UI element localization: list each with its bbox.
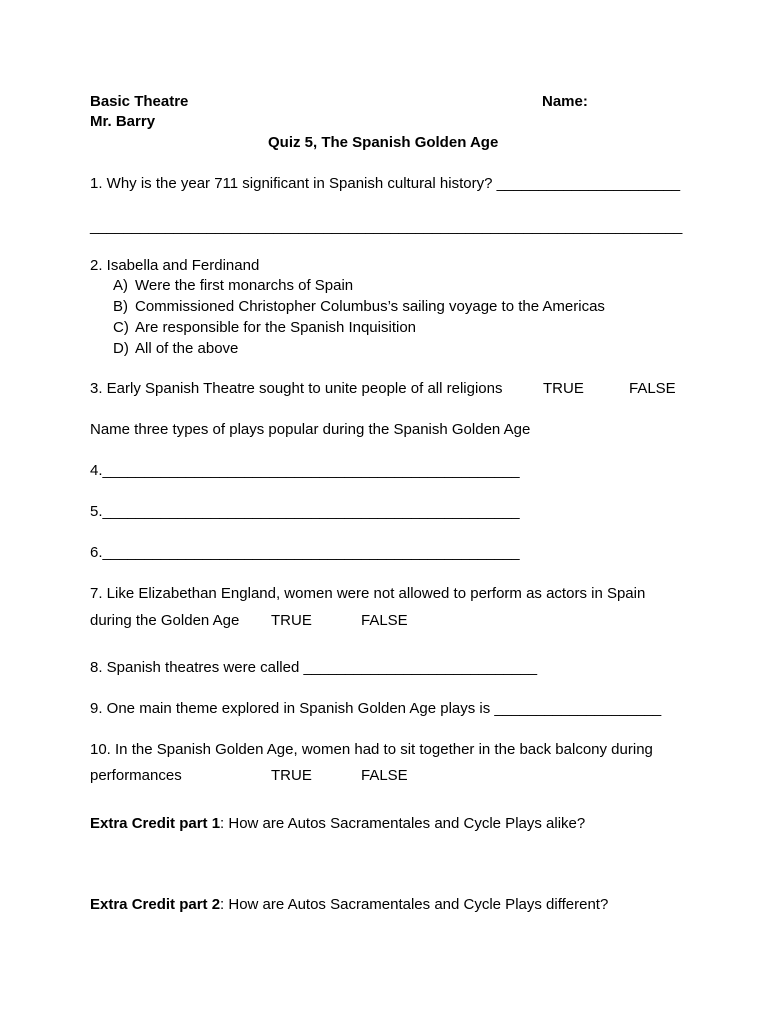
false-option: FALSE [361,767,408,784]
question-8: 8. Spanish theatres were called ____________________________ [90,659,538,676]
question-10: 10. In the Spanish Golden Age, women had to sit together in the back balcony during [90,741,653,758]
choice-a [113,277,353,295]
choice-text: All of the above [135,340,239,357]
true-option: TRUE [543,380,584,397]
choice-letter: C) [113,319,129,336]
question-6: 6.__________________________________________________ [90,544,520,561]
choice-letter: A) [113,277,128,294]
extra-credit-1-text: : How are Autos Sacramentales and Cycle Plays alike? [220,815,586,832]
question-3: 3. Early Spanish Theatre sought to unite people of all religions [90,380,503,397]
choice-letter: B) [113,298,128,315]
question-9: 9. One main theme explored in Spanish Golden Age plays is ____________________ [90,700,662,717]
extra-credit-2-label: Extra Credit part 2 [90,896,221,913]
choice-b [113,298,605,316]
extra-credit-2 [90,896,608,914]
extra-credit-1-label: Extra Credit part 1 [90,815,221,832]
teacher-name: Mr. Barry [90,113,156,130]
extra-credit-1 [90,815,585,833]
choice-letter: D) [113,340,129,357]
false-option: FALSE [361,612,408,629]
question-2: 2. Isabella and Ferdinand [90,257,260,274]
choice-text: Were the first monarchs of Spain [135,277,354,294]
question-10-continued: performances [90,767,182,784]
name-label: Name: [542,93,588,110]
quiz-title: Quiz 5, The Spanish Golden Age [268,134,499,151]
choice-text: Commissioned Christopher Columbus’s sailing voyage to the Americas [135,298,605,315]
true-option: TRUE [271,767,312,784]
plays-prompt: Name three types of plays popular during the Spanish Golden Age [90,421,531,438]
question-1-answer-line: _______________________________________________________________________ [90,218,683,235]
course-title: Basic Theatre [90,93,189,110]
false-option: FALSE [629,380,676,397]
choice-d [113,340,238,358]
extra-credit-2-text: : How are Autos Sacramentales and Cycle Plays different? [220,896,609,913]
true-option: TRUE [271,612,312,629]
question-5: 5.__________________________________________________ [90,503,520,520]
choice-c [113,319,416,337]
question-7: 7. Like Elizabethan England, women were not allowed to perform as actors in Spain [90,585,646,602]
question-1: 1. Why is the year 711 significant in Spanish cultural history? ______________________ [90,175,681,192]
question-7-continued: during the Golden Age [90,612,240,629]
question-4: 4.__________________________________________________ [90,462,520,479]
choice-text: Are responsible for the Spanish Inquisition [135,319,417,336]
